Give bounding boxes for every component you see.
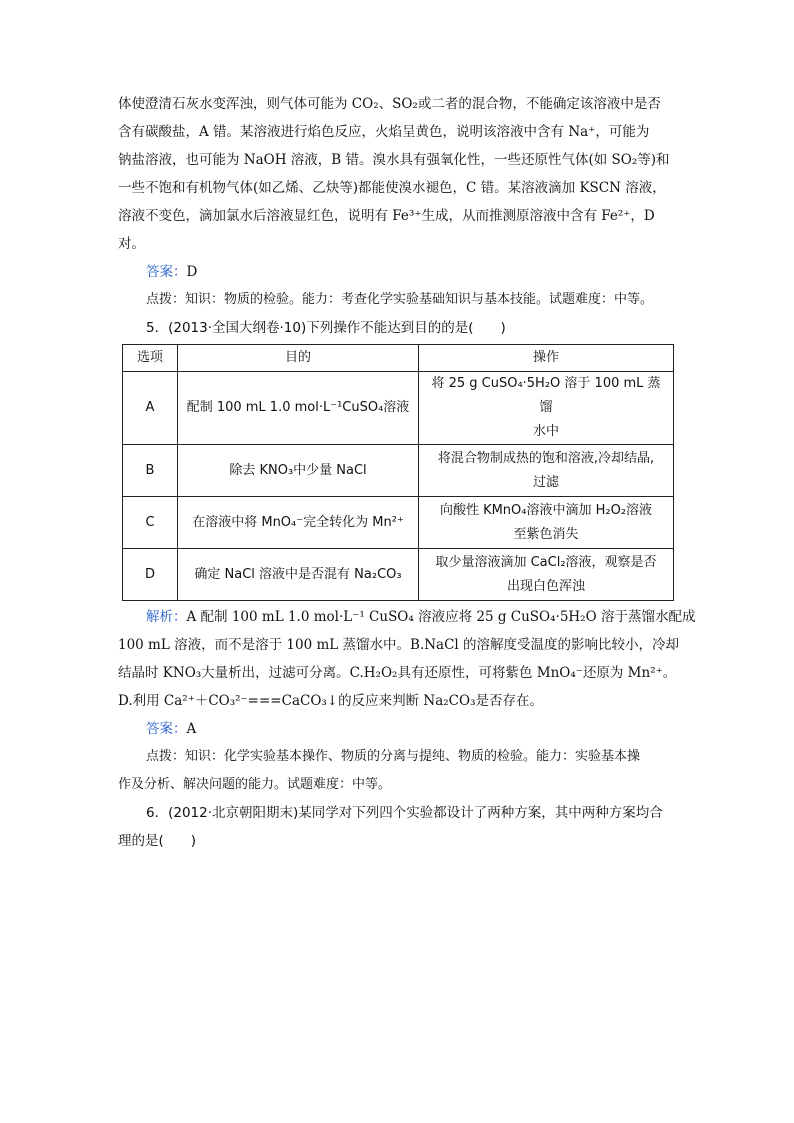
analysis-line: D.利用 Ca²⁺＋CO₃²⁻===CaCO₃↓的反应来判断 Na₂CO₃是否存在。 [118,693,543,709]
table-row [123,445,674,497]
table-row [123,497,674,549]
analysis-continuation [118,90,676,258]
option-cell: C [123,497,178,549]
analysis-line: 100 mL 溶液，而不是溶于 100 mL 蒸馏水中。B.NaCl 的溶解度受温度的影响比较小，冷却 [118,637,680,653]
text-line: 体使澄清石灰水变浑浊，则气体可能为 CO₂、SO₂或二者的混合物，不能确定该溶液中是否 [118,96,661,112]
table-header-row [123,345,674,372]
answer-label: 答案： [146,721,187,737]
text-line: 溶液不变色，滴加氯水后溶液显红色，说明有 Fe³⁺生成，从而推测原溶液中含有 Fe²⁺，D [118,208,655,224]
operation-line: 至紫色消失 [513,526,579,542]
operation-line: 过滤 [532,474,559,490]
operation-line: 出现白色浑浊 [506,578,585,594]
analysis-label: 解析： [146,609,187,625]
question-6-stem [118,799,676,855]
question-5-stem: 5．(2013·全国大纲卷·10)下列操作不能达到目的的是( ) [146,320,506,336]
text-line: 对。 [118,236,145,252]
header-option: 选项 [123,345,178,372]
operation-line: 将混合物制成热的饱和溶液,冷却结晶, [437,450,655,466]
options-table [122,344,674,601]
operation-line: 水中 [532,424,559,439]
goal-cell: 除去 KNO₃中少量 NaCl [178,445,419,497]
operation-line: 取少量溶液滴加 CaCl₂溶液，观察是否 [435,554,657,570]
header-goal: 目的 [178,345,419,372]
table-row [123,372,674,445]
operation-line: 将 25 g CuSO₄·5H₂O 溶于 100 mL 蒸馏 [431,376,661,415]
hint-q5 [118,743,676,799]
goal-cell: 配制 100 mL 1.0 mol·L⁻¹CuSO₄溶液 [178,372,419,445]
table-row [123,549,674,601]
goal-cell: 在溶液中将 MnO₄⁻完全转化为 Mn²⁺ [178,497,419,549]
answer-q4 [118,258,676,286]
answer-q5 [118,715,676,743]
option-cell: B [123,445,178,497]
hint-line: 作及分析、解决问题的能力。试题难度：中等。 [118,777,392,792]
option-cell: D [123,549,178,601]
answer-value: A [186,721,197,737]
answer-value: D [186,264,198,280]
text-line: 一些不饱和有机物气体(如乙烯、乙炔等)都能使溴水褪色，C 错。某溶液滴加 KSCN 溶液， [118,180,666,196]
analysis-text: A 配制 100 mL 1.0 mol·L⁻¹ CuSO₄ 溶液应将 25 g CuSO₄·5H₂O 溶于蒸馏水配成 [186,609,696,625]
operation-cell [419,445,674,497]
goal-cell: 确定 NaCl 溶液中是否混有 Na₂CO₃ [178,549,419,601]
operation-cell [419,549,674,601]
question-line: 理的是( ) [118,833,197,849]
analysis-line [118,603,696,631]
operation-cell [419,497,674,549]
analysis-line: 结晶时 KNO₃大量析出，过滤可分离。C.H₂O₂具有还原性，可将紫色 MnO₄⁻还原为 Mn²⁺。 [118,665,677,681]
document-page [118,90,696,855]
analysis-q5 [118,603,696,715]
text-line: 含有碳酸盐，A 错。某溶液进行焰色反应，火焰呈黄色，说明该溶液中含有 Na⁺，可能为 [118,124,650,140]
option-cell: A [123,372,178,445]
operation-cell [419,372,674,445]
operation-line: 向酸性 KMnO₄溶液中滴加 H₂O₂溶液 [439,502,653,518]
hint-q4: 点拨：知识：物质的检验。能力：考查化学实验基础知识与基本技能。试题难度：中等。 [146,292,654,307]
question-line: 6．(2012·北京朝阳期末)某同学对下列四个实验都设计了两种方案，其中两种方案均合 [146,805,663,821]
answer-label: 答案： [146,264,187,280]
header-operation: 操作 [419,345,674,372]
text-line: 钠盐溶液，也可能为 NaOH 溶液，B 错。溴水具有强氧化性，一些还原性气体(如 SO₂等)和 [118,152,670,168]
hint-line: 点拨：知识：化学实验基本操作、物质的分离与提纯、物质的检验。能力：实验基本操 [146,749,641,764]
